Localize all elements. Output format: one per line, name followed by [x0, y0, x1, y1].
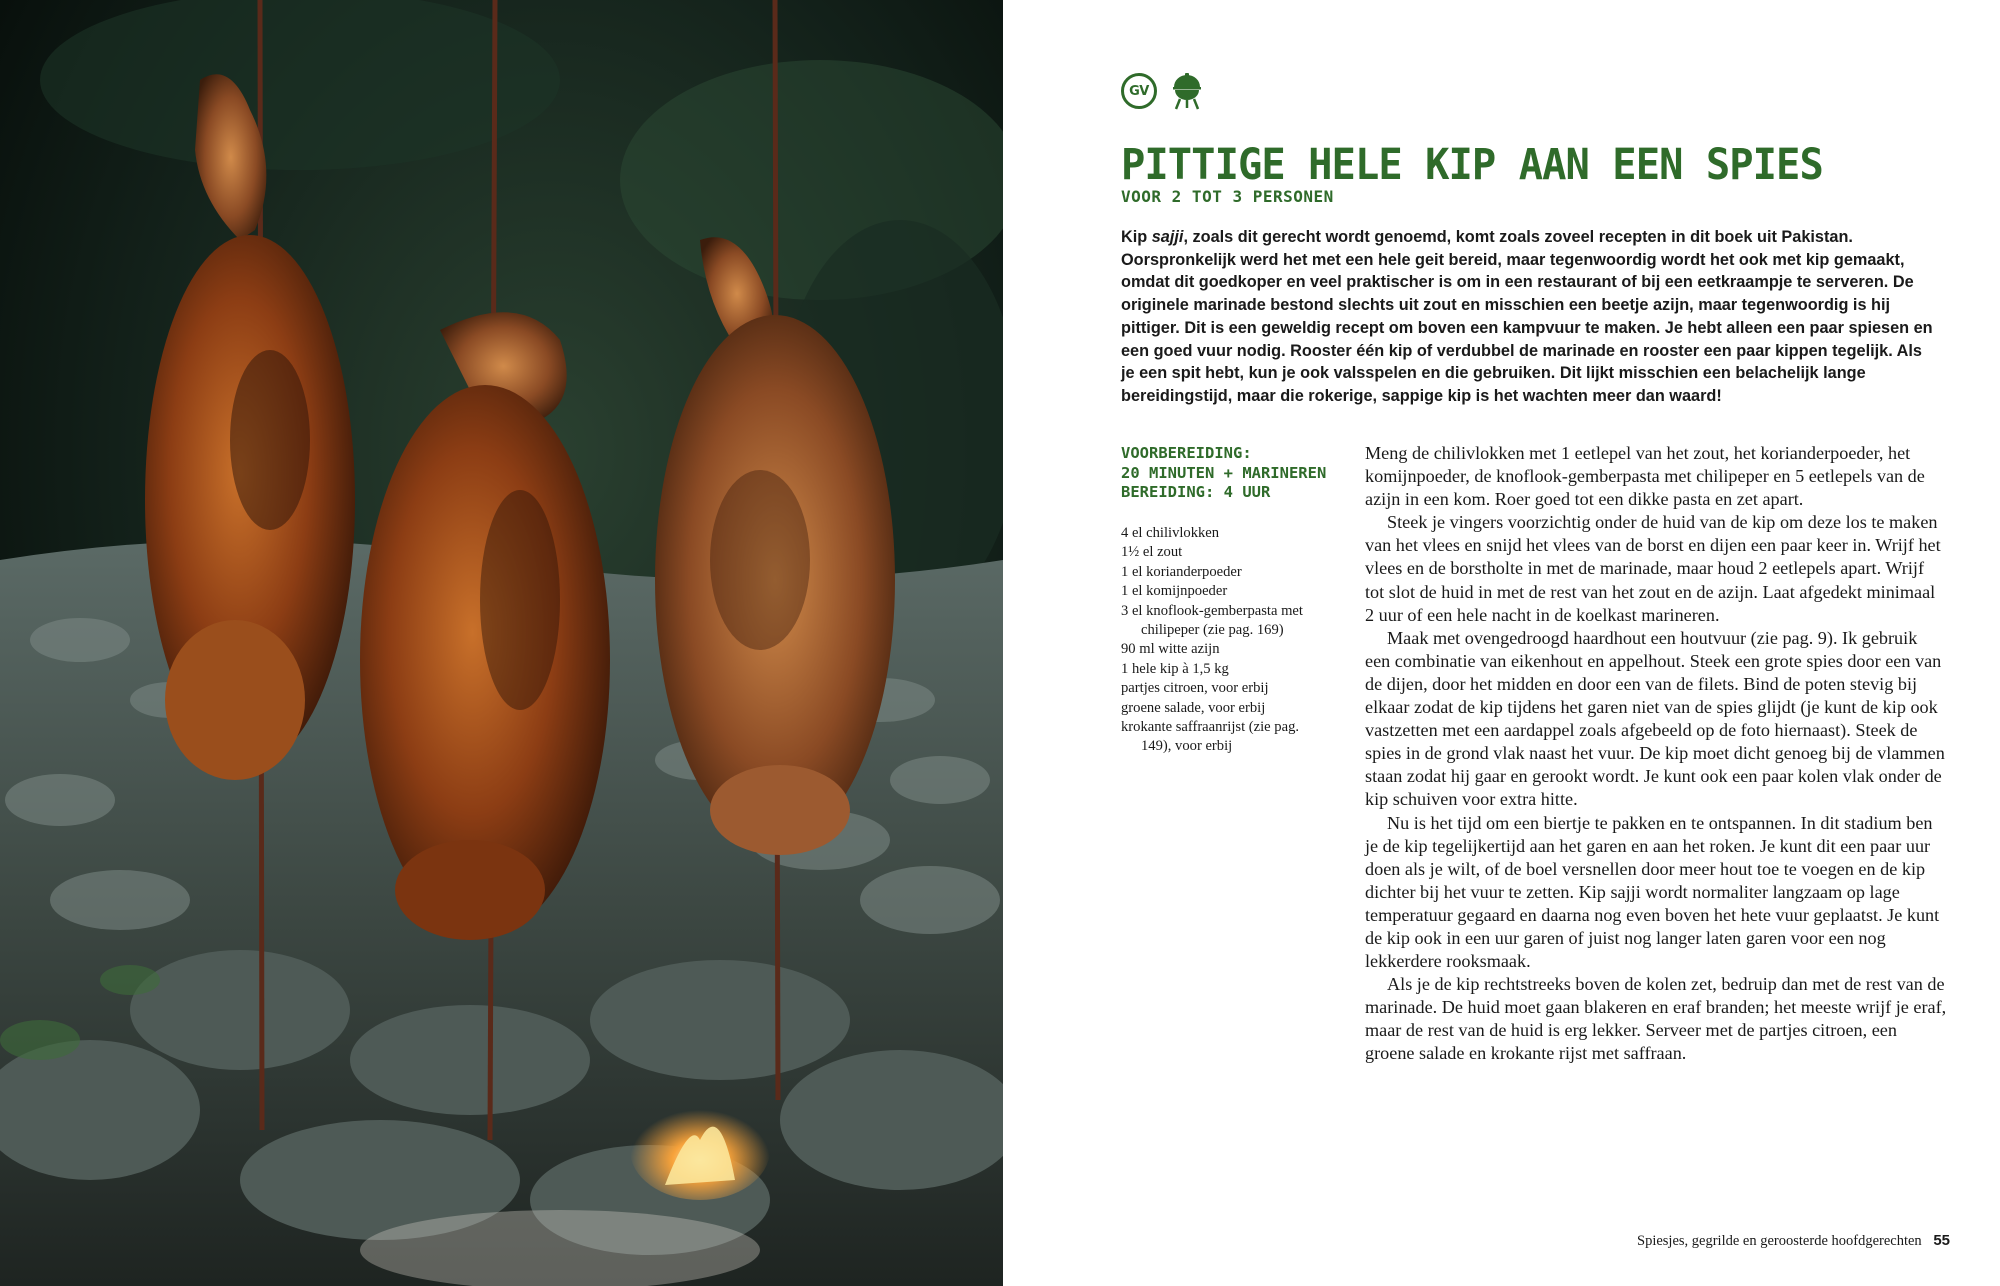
recipe-title: PITTIGE HELE KIP AAN EEN SPIES [1121, 140, 1823, 190]
recipe-serves: VOOR 2 TOT 3 PERSONEN [1121, 187, 1334, 206]
intro-text-rest: , zoals dit gerecht wordt genoemd, komt zoals zoveel recepten in dit boek uit Pakistan. Oorspronkelijk werd het met een hele geit bereid, maar tegenwoordig wordt het ook met kip gemaakt, omdat dit goedkoper en veel praktischer is om in een restaurant of bij een eetkraampje te serveren. De originele marinade bestond slechts uit zout en misschien een beetje azijn, maar tegenwoordig is hij pittiger. Dit is een geweldig recept om boven een kampvuur te maken. Je hebt alleen een paar spiesen en een goed vuur nodig. Rooster één kip of verdubbel de marinade en rooster een paar kippen tegelijk. Als je een spit hebt, kun je ook valsspelen en die gebruiken. Dit lijkt misschien een belachelijk lange bereidingstijd, maar die rokerige, sappige kip is het wachten meer dan waard! [1121, 228, 1933, 405]
page-footer [1637, 1232, 1950, 1250]
ingredient-item: krokante saffraanrijst (zie pag. 149), voor erbij [1121, 719, 1300, 755]
method-text [1365, 442, 1947, 1066]
recipe-icons [1121, 72, 1203, 110]
ingredient-item: groene salade, voor erbij [1121, 699, 1266, 716]
ingredient-item: 1 el komijnpoeder [1121, 583, 1228, 600]
ingredient-item: 90 ml witte azijn [1121, 641, 1220, 658]
ingredient-item: 1 hele kip à 1,5 kg [1121, 660, 1229, 677]
method-paragraph: Meng de chilivlokken met 1 eetlepel van het zout, het korianderpoeder, het komijnpoeder, de knoflook-gemberpasta met chilipeper en 5 eetlepels van de azijn in een kom. Roer goed tot een dikke pasta en zet apart. [1365, 443, 1925, 510]
cook-duration: BEREIDING: 4 UUR [1121, 483, 1271, 501]
method-paragraph: Als je de kip rechtstreeks boven de kolen zet, bedruip dan met de rest van de marinade. De huid moet gaan blakeren en eraf branden; het meeste wrijf je eraf, maar de rest van de huid is erg lekker. Serveer met de partjes citroen, een groene salade en krokante rijst met saffraan. [1365, 974, 1947, 1064]
ingredient-item: partjes citroen, voor erbij [1121, 680, 1269, 697]
method-paragraph: Steek je vingers voorzichtig onder de huid van de kip om deze los te maken van het vlees en snijd het vlees van de borst en dijen een paar keer in. Wrijf het vlees en de borstholte in met de marinade, maar houd 2 eetlepels apart. Wrijf tot slot de huid in met de rest van het zout en de azijn. Laat afgedekt minimaal 2 uur of een hele nacht in de koelkast marineren. [1365, 512, 1941, 625]
prep-times [1121, 444, 1351, 503]
ingredient-item: 1½ el zout [1121, 544, 1183, 561]
intro-text-italic: sajji [1151, 228, 1184, 246]
ingredient-item: 3 el knoflook-gemberpasta met chilipeper (zie pag. 169) [1121, 602, 1303, 639]
method-paragraph: Nu is het tijd om een biertje te pakken en te ontspannen. In dit stadium ben je de kip tegelijkertijd aan het garen en aan het roken. Je kunt dit een paar uur doen als je wilt, of de boel versnellen door meer hout toe te voegen en de kip dichter bij het vuur te zetten. Kip sajji wordt normaliter langzaam op lage temperatuur gegaard en daarna nog even boven het hete vuur geplaatst. Je kunt de kip ook in een uur garen of juist nog langer laten garen voor een nog lekkerdere rooksmaak. [1365, 812, 1940, 972]
footer-section-title: Spiesjes, gegrilde en geroosterde hoofdgerechten [1637, 1233, 1922, 1249]
ingredient-list [1121, 524, 1331, 757]
method-paragraph: Maak met ovengedroogd haardhout een houtvuur (zie pag. 9). Ik gebruik een combinatie van eikenhout en appelhout. Steek een grote spies door een van de dijen, door het midden en door een van de filets. Bind de poten stevig bij elkaar zodat de kip tijdens het garen niet van de spies glijdt (je kunt de kip ook vastzetten met een aardappel zoals afgebeeld op de foto hiernaast). Steek de spies in de grond vlak naast het vuur. De kip moet dicht genoeg bij de vlammen staan zodat hij gaar en gerookt wordt. Je kunt ook een paar kolen vlak onder de kip schuiven voor extra hitte. [1365, 627, 1945, 810]
prep-label: VOORBEREIDING: [1121, 444, 1252, 462]
recipe-intro [1121, 226, 1939, 408]
intro-text-start: Kip [1121, 228, 1152, 246]
kettle-grill-icon [1171, 72, 1203, 110]
recipe-page [1003, 0, 2000, 1286]
page-number: 55 [1933, 1232, 1950, 1249]
gv-icon-label: GV [1129, 83, 1149, 99]
prep-duration: 20 MINUTEN + MARINEREN [1121, 463, 1327, 482]
gv-icon [1121, 73, 1157, 109]
ingredient-item: 4 el chilivlokken [1121, 525, 1220, 541]
ingredient-item: 1 el korianderpoeder [1121, 563, 1242, 580]
